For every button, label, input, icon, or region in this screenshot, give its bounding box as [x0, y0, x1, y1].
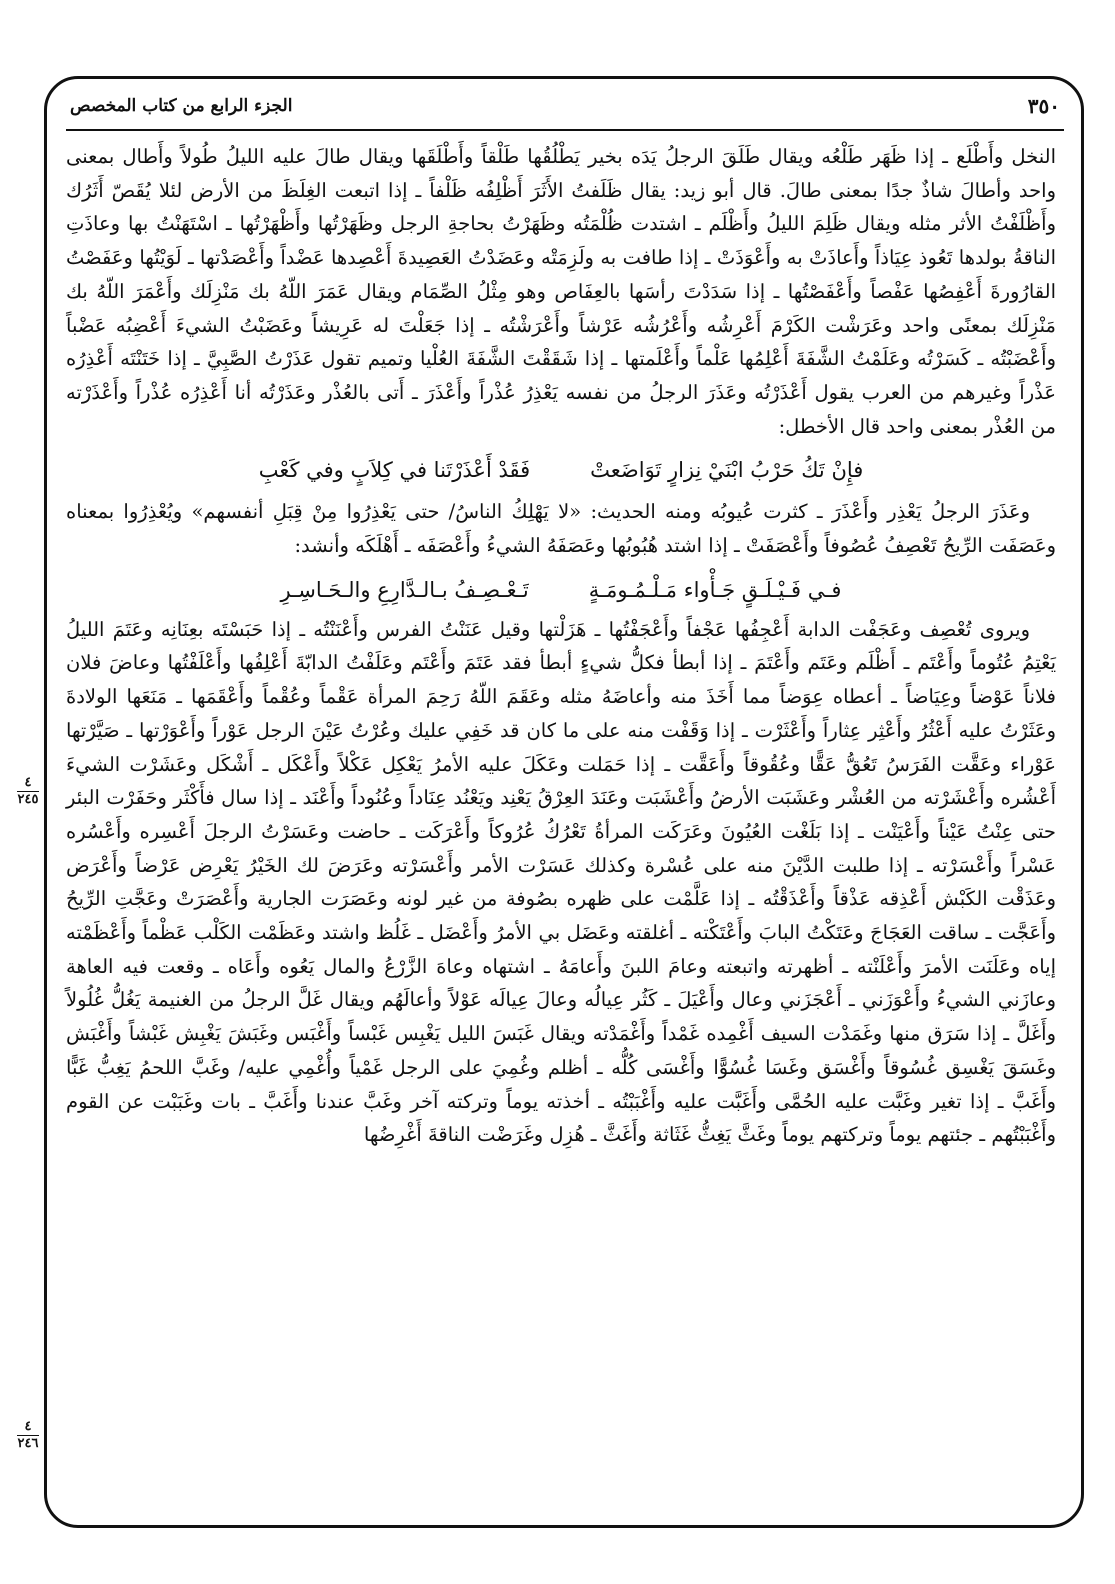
body-text: [66, 140, 1056, 1152]
margin-note-page: ٢٤٦: [17, 1436, 39, 1451]
margin-note-volume: ٤: [24, 775, 32, 790]
verse-first-hemistich: فـي فَـيْـلَـقٍ جَـأْواء مَـلْـمُـومَـةٍ: [588, 577, 842, 602]
margin-note: [8, 1420, 48, 1451]
verse-second-hemistich: فَقَدْ أَعْذَرْتَنا في كِلاَبٍ وفي كَعْبِ: [258, 458, 531, 483]
poetry-verse: [66, 573, 1056, 607]
verse-first-hemistich: فإِنْ تَكُ حَرْبُ ابْنَيْ نِزارٍ تَوَاضَعتْ: [590, 458, 864, 483]
book-title: الجزء الرابع من كتاب المخصص: [70, 96, 293, 116]
paragraph: ويروى تُعْصِف وعَجَفْت الدابة أَعْجِفُها عَجْفاً وأَعْجَفْتُها ـ هَزَلْتها وقيل عَنَنْتُ الفرس وأَعْنَنْتُه ـ إذا حَبَسْتَه بعِنَانِه وعَتَمَ الليلُ يَعْتِمُ عُتُوماً وأَعْتَم ـ أَظْلَم وعَتَم وأَعْتَمَ ـ إذا أبطأ فكلُّ شيءٍ أبطأ فقد عَتَمَ وأَعْتَم وعَلَفْتُ الدابّةَ أَعْلِفُها وأَعْلَفْتُها وعاضَ فلان فلاناً عَوْضاً وعِيَاضاً ـ أعطاه عِوَضاً مما أَخَذَ منه وأعاضَهُ مثله وعَقَمَ اللّهُ رَحِمَ المرأة عَقْماً وعُقْماً وأَعْقَمَها ـ مَنَعَها الولادةَ وعَثَرْتُ عليه أَعْثُرُ وأَعْثِر عِثاراً وأَعْثَرْت ـ إذا وَقَفْت منه على ما كان قد خَفِي عليك وعُرْتُ عَيْنَ الرجل عَوْراً وأَعْوَرْتها ـ صَيَّرْتها عَوْراء وعَقَّت الفَرَسُ تَعُقُّ عَقًّا وعُقُوقاً وأَعَقَّت ـ إذا حَمَلت وعَكَلَ عليه الأمرُ يَعْكِل عَكْلاً وأَعْكَل ـ أَشْكَل وعَشَرْت الشيءَ أَعْشُره وأَعْشَرْته من العُشْر وعَشَبَت الأرضُ وأَعْشَبَت وعَنَدَ العِرْقُ يَعْنِد ويَعْنُد عِنَاداً وعُنُوداً وأَعْنَد ـ إذا سال فأَكْثَر وحَفَرْت البئر حتى عِنْتُ عَيْناً وأَعْيَنْت ـ إذا بَلَغْت العُيُونَ وعَرَكَت المرأةُ تَعْرُكُ عُرُوكاً وأَعْرَكَت ـ حاضت وعَسَرْتُ الرجلَ أَعْسِره وأَعْسُره عَسْراً وأَعْسَرْته ـ إذا طلبت الدَّيْنَ منه على عُسْرة وكذلك عَسَرْت الأمر وأَعْسَرْته وعَرَضَ لك الخَيْرُ يَعْرِض عَرْضاً وأَعْرَض وعَذَقْت الكَبْش أَعْذِقه عَذْقاً وأَعْذَقْتُه ـ إذا عَلَّمْت على ظهره بصُوفة من غير لونه وعَصَرَت الجارية وأَعْصَرَتْ وعَجَّتِ الرِّيحُ وأَعَجَّت ـ ساقت العَجَاجَ وعَتَكْتُ البابَ وأَعْتَكْته ـ أغلقته وعَضَل بي الأمرُ وأَعْضَل ـ غَلُظ واشتد وعَظَمْت الكَلْب عَظْماً وأَعْظَمْته إياه وعَلَنَت الأمرَ وأَعْلَنْته ـ أظهرته واتبعته وعامَ اللبنَ وأَعامَهُ ـ اشتهاه وعاهَ الزَّرْعُ والمال يَعُوه وأَعَاه ـ وقعت فيه العاهة وعازَني الشيءُ وأَعْوَزَني ـ أَعْجَزَني وعال وأَعْيَلَ ـ كَثُر عِيالُه وعالَ عِيالَه عَوْلاً وأعالَهُم ويقال غَلَّ الرجلُ من الغنيمة يَغُلُّ غُلُولاً وأَغَلَّ ـ إذا سَرَق منها وغَمَدْت السيف أَغْمِده غَمْداً وأَغْمَدْته ويقال غَبَسَ الليل يَغْبِس غَبْساً وأَغْبَس وغَبَشَ يَغْبِش غَبْشاً وأَغْبَش وغَسَقَ يَغْسِق غُسُوقاً وأَغْسَق وغَسَا غُسُوًّا وأَغْسَى كُلُّه ـ أظلم وغُمِيَ على الرجل غَمْياً وأُغْمِي عليه/ وغَبَّ اللحمُ يَغِبُّ غَبًّا وأَغَبَّ ـ إذا تغير وغَبَّت عليه الحُمَّى وأَغَبَّت عليه وأَغْبَبْتُه ـ أخذته يوماً وتركته آخر وغَبَّ عندنا وأَغَبَّ ـ بات وغَبَبْت عن القوم وأَغْبَبْتُهم ـ جئتهم يوماً وتركتهم يوماً وغَثَّ يَغِثُّ غَثَاثة وأَغَثَّ ـ هُزِل وغَرَضْت الناقةَ أَغْرِضُها: [66, 617, 1056, 1147]
margin-note-page: ٢٤٥: [17, 792, 39, 807]
page-number: ٣٥٠: [1027, 94, 1060, 118]
page-header: [70, 86, 1060, 126]
paragraph: وعَذَرَ الرجلُ يَعْذِر وأَعْذَرَ ـ كثرت عُيوبُه ومنه الحديث: «لا يَهْلِكُ الناسُ/ حتى يَعْذِرُوا مِنْ قِبَلِ أنفسهم» ويُعْذِرُوا بمعناه وعَصَفَت الرِّيحُ تَعْصِفُ عُصُوفاً وأَعْصَفَتْ ـ إذا اشتد هُبُوبُها وعَصَفَهُ الشيءُ وأَعْصَفَه ـ أَهْلَكَه وأنشد:: [66, 500, 1056, 558]
poetry-verse: [66, 453, 1056, 487]
paragraph: النخل وأَطْلَع ـ إذا ظَهَر طَلْعُه ويقال طَلَقَ الرجلُ يَدَه بخير يَطْلُقُها طَلْقاً وأَطْلَقَها ويقال طالَ عليه الليلُ طُولاً وأَطال بمعنى واحد وأطالَ شاذٌ جدًا بمعنى طالَ. قال أبو زيد: يقال ظَلَفتُ الأَثَرَ أَظْلِفُه ظَلْفاً ـ إذا اتبعت الغِلَظَ من الأرض لئلا يُقَصّ أَثَرُك وأَظْلَفْتُ الأثر مثله ويقال ظَلِمَ الليلُ وأَظْلَم ـ اشتدت ظُلْمَتُه وظَهَرْتُ بحاجةِ الرجل وظَهَرْتُها وأَظْهَرْتُها ـ اسْتَهَنْتُ بها وعاذَتِ الناقةُ بولدها تَعُوذ عِيَاذاً وأَعاذَتْ به وأَعْوَذَتْ ـ إذا طافت به ولَزِمَتْه وعَضَدْتُ العَصِيدةَ أَعْصِدها عَضْداً وأَعْصَدْتها ـ لَوَيْتُها وعَفَصْتُ القارُورةَ أَعْفِصُها عَفْصاً وأَعْفَصْتُها ـ إذا سَدَدْتَ رأسَها بالعِفَاص وهو مِثْلُ الصِّمَام ويقال عَمَرَ اللّهُ بك مَنْزِلَك وأَعْمَرَ اللّهُ بك مَنْزِلَك بمعنًى واحد وعَرَشْت الكَرْمَ أَعْرِشُه وأَعْرُشُه عَرْشاً وأَعْرَشْتُه ـ إذا جَعَلْتَ له عَرِيشاً وعَضَبْتُ الشيءَ أَعْضِبُه عَضْباً وأَعْضَبْتُه ـ كَسَرْتُه وعَلَمْتُ الشَّفَةَ أَعْلِمُها عَلْماً وأَعْلَمتها ـ إذا شَقَقْتَ الشَّفَةَ العُلْيا وتميم تقول عَذَرْتُ الصَّبِيَّ ـ إذا خَتَنْتَه أَعْذِرُه عَذْراً وغيرهم من العرب يقول أَعْذَرْتُه وعَذَرَ الرجلُ من نفسه يَعْذِرُ عُذْراً وأَعْذَرَ ـ أَتى بالعُذْر وعَذَرْتُه أنا أَعْذِرُه عُذْراً وأَعْذَرْته من العُذْر بمعنى واحد قال الأخطل:: [66, 145, 1056, 438]
margin-note: [8, 776, 48, 807]
margin-note-volume: ٤: [24, 1419, 32, 1434]
header-divider: [66, 129, 1064, 131]
verse-second-hemistich: تَـعْـصِـفُ بـالـدَّارِعِ والـحَـاسِـرِ: [280, 577, 529, 602]
